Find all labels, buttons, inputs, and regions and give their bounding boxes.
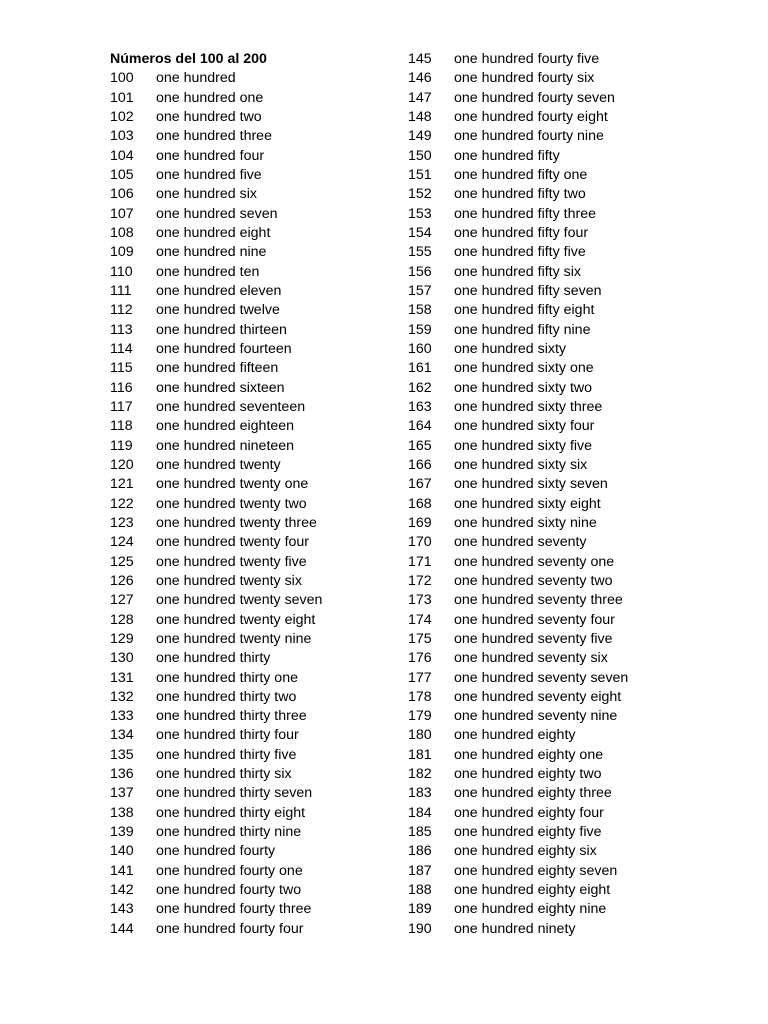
number-words: one hundred eighteen (156, 418, 295, 435)
number-words: one hundred fifty nine (454, 321, 591, 338)
number-words: one hundred thirty two (156, 688, 297, 705)
number-words: one hundred twelve (156, 302, 280, 319)
number-words: one hundred nine (156, 244, 267, 261)
number-words: one hundred sixty (454, 340, 566, 357)
number-words: one hundred seventy nine (454, 708, 618, 725)
number-words: one hundred eighty four (454, 804, 604, 821)
number-value: 131 (110, 669, 134, 686)
number-value: 114 (110, 340, 133, 357)
number-row (110, 649, 322, 668)
number-value: 126 (110, 572, 134, 589)
number-words: one hundred sixty eight (454, 495, 601, 512)
number-words: one hundred seventy one (454, 553, 615, 570)
number-value: 169 (408, 514, 432, 531)
number-value: 116 (110, 379, 133, 396)
number-words: one hundred twenty five (156, 553, 307, 570)
number-value: 166 (408, 456, 432, 473)
number-words: one hundred seventy three (454, 592, 623, 609)
number-words: one hundred sixty seven (454, 476, 608, 493)
document-title: Números del 100 al 200 (110, 51, 267, 67)
number-value: 125 (110, 553, 134, 570)
number-row (110, 263, 322, 282)
number-words: one hundred fourty six (454, 70, 595, 87)
number-row (408, 920, 628, 939)
number-value: 189 (408, 901, 432, 918)
number-row (408, 649, 628, 668)
number-row (408, 185, 628, 204)
number-row (110, 301, 322, 320)
number-words: one hundred sixty five (454, 437, 593, 454)
number-value: 103 (110, 128, 134, 145)
number-row (110, 823, 322, 842)
number-words: one hundred eighty six (454, 843, 597, 860)
number-words: one hundred eighty one (454, 746, 604, 763)
number-row (110, 321, 322, 340)
number-row (110, 591, 322, 610)
number-words: one hundred fifty four (454, 224, 589, 241)
number-value: 124 (110, 534, 134, 551)
number-value: 101 (110, 89, 134, 106)
number-words: one hundred twenty two (156, 495, 307, 512)
number-words: one hundred four (156, 147, 265, 164)
number-value: 171 (408, 553, 432, 570)
number-value: 147 (408, 89, 432, 106)
number-words: one hundred thirty one (156, 669, 298, 686)
number-value: 135 (110, 746, 134, 763)
number-value: 156 (408, 263, 432, 280)
number-row (408, 495, 628, 514)
number-row (408, 321, 628, 340)
number-row (110, 379, 322, 398)
number-row (110, 282, 322, 301)
left-column (110, 50, 322, 939)
number-value: 129 (110, 630, 134, 647)
number-words: one hundred twenty nine (156, 630, 312, 647)
number-row (408, 591, 628, 610)
number-words: one hundred twenty eight (156, 611, 316, 628)
number-words: one hundred ninety (454, 920, 576, 937)
number-value: 177 (408, 669, 432, 686)
number-words: one hundred fifty seven (454, 282, 602, 299)
number-value: 155 (408, 244, 432, 261)
number-row (110, 726, 322, 745)
number-row (408, 243, 628, 262)
number-value: 146 (408, 70, 432, 87)
number-row (408, 205, 628, 224)
number-row (110, 765, 322, 784)
number-words: one hundred eighty (454, 727, 576, 744)
number-value: 128 (110, 611, 134, 628)
number-value: 159 (408, 321, 432, 338)
number-words: one hundred seventy six (454, 650, 608, 667)
number-value: 151 (408, 166, 432, 183)
number-value: 119 (110, 437, 133, 454)
number-value: 109 (110, 244, 134, 261)
number-words: one hundred fifty two (454, 186, 586, 203)
number-row (408, 263, 628, 282)
number-words: one hundred fourty eight (454, 108, 608, 125)
number-words: one hundred sixteen (156, 379, 285, 396)
number-value: 144 (110, 920, 134, 937)
number-words: one hundred twenty (156, 456, 281, 473)
number-words: one hundred eighty two (454, 766, 602, 783)
number-value: 132 (110, 688, 134, 705)
number-words: one hundred seventy five (454, 630, 613, 647)
number-value: 167 (408, 476, 432, 493)
number-row (110, 669, 322, 688)
number-row (408, 340, 628, 359)
number-row (408, 823, 628, 842)
number-value: 149 (408, 128, 432, 145)
number-words: one hundred fifty five (454, 244, 586, 261)
number-row (408, 726, 628, 745)
number-row (408, 765, 628, 784)
number-row (110, 553, 322, 572)
number-words: one hundred ten (156, 263, 260, 280)
number-value: 161 (408, 360, 432, 377)
number-row (408, 127, 628, 146)
number-value: 152 (408, 186, 432, 203)
number-row (110, 495, 322, 514)
number-words: one hundred fifty three (454, 205, 596, 222)
number-value: 172 (408, 572, 432, 589)
number-value: 150 (408, 147, 432, 164)
number-words: one hundred seventy eight (454, 688, 622, 705)
number-row (408, 746, 628, 765)
number-words: one hundred eighty seven (454, 862, 618, 879)
number-row (408, 553, 628, 572)
number-row (110, 920, 322, 939)
number-words: one hundred fifty six (454, 263, 581, 280)
number-value: 104 (110, 147, 134, 164)
number-value: 102 (110, 108, 134, 125)
number-row (110, 147, 322, 166)
number-words: one hundred fourty nine (454, 128, 604, 145)
number-value: 187 (408, 862, 432, 879)
number-value: 176 (408, 650, 432, 667)
number-value: 185 (408, 824, 432, 841)
number-value: 130 (110, 650, 134, 667)
number-value: 164 (408, 418, 432, 435)
number-words: one hundred eighty five (454, 824, 602, 841)
number-row (408, 533, 628, 552)
number-value: 100 (110, 70, 134, 87)
right-column (408, 50, 628, 939)
number-row (110, 881, 322, 900)
number-value: 148 (408, 108, 432, 125)
number-words: one hundred fourty seven (454, 89, 615, 106)
number-words: one hundred fourty four (156, 920, 304, 937)
number-row (110, 127, 322, 146)
number-value: 133 (110, 708, 134, 725)
number-row (408, 301, 628, 320)
number-row (110, 842, 322, 861)
number-value: 186 (408, 843, 432, 860)
number-row (110, 572, 322, 591)
number-row (408, 688, 628, 707)
number-row (408, 611, 628, 630)
number-row (110, 862, 322, 881)
number-words: one hundred fourty five (454, 51, 600, 67)
number-row (408, 437, 628, 456)
number-row (110, 746, 322, 765)
number-row (110, 611, 322, 630)
number-row (408, 707, 628, 726)
number-value: 108 (110, 224, 134, 241)
number-words: one hundred seventy two (454, 572, 613, 589)
number-words: one hundred sixty one (454, 360, 594, 377)
number-row (110, 69, 322, 88)
number-words: one hundred sixty six (454, 456, 588, 473)
number-row (408, 514, 628, 533)
number-row (408, 881, 628, 900)
number-row (110, 108, 322, 127)
number-words: one hundred eleven (156, 282, 282, 299)
number-words: one hundred twenty one (156, 476, 309, 493)
number-value: 106 (110, 186, 134, 203)
number-value: 165 (408, 437, 432, 454)
number-words: one hundred thirty four (156, 727, 299, 744)
number-words: one hundred five (156, 166, 262, 183)
number-row (110, 359, 322, 378)
number-words: one hundred seven (156, 205, 278, 222)
number-row (110, 804, 322, 823)
number-value: 170 (408, 534, 432, 551)
number-value: 139 (110, 824, 134, 841)
number-value: 134 (110, 727, 134, 744)
number-value: 110 (110, 263, 133, 280)
number-value: 163 (408, 398, 432, 415)
number-value: 190 (408, 920, 432, 937)
number-words: one hundred sixty two (454, 379, 593, 396)
number-words: one hundred thirty nine (156, 824, 302, 841)
number-row (408, 475, 628, 494)
number-row (110, 707, 322, 726)
number-value: 154 (408, 224, 432, 241)
number-words: one hundred eighty three (454, 785, 612, 802)
number-row (110, 398, 322, 417)
number-value: 182 (408, 766, 432, 783)
number-row (408, 572, 628, 591)
number-value: 168 (408, 495, 432, 512)
number-value: 175 (408, 630, 432, 647)
number-words: one hundred fourty two (156, 882, 302, 899)
number-value: 121 (110, 476, 134, 493)
number-words: one hundred thirty (156, 650, 271, 667)
number-value: 142 (110, 882, 134, 899)
number-words: one hundred fourty (156, 843, 276, 860)
number-row (110, 514, 322, 533)
number-value: 117 (110, 398, 133, 415)
number-row (110, 437, 322, 456)
number-words: one hundred thirty seven (156, 785, 313, 802)
number-value: 111 (110, 282, 132, 299)
number-words: one hundred fifteen (156, 360, 279, 377)
number-words: one hundred fifty eight (454, 302, 595, 319)
number-value: 138 (110, 804, 134, 821)
number-value: 122 (110, 495, 134, 512)
number-words: one hundred sixty nine (454, 514, 597, 531)
number-words: one hundred thirty five (156, 746, 297, 763)
number-row (408, 224, 628, 243)
number-value: 158 (408, 302, 432, 319)
number-row (110, 475, 322, 494)
number-row (408, 900, 628, 919)
number-words: one hundred eighty eight (454, 882, 611, 899)
number-row (110, 185, 322, 204)
number-value: 141 (110, 862, 134, 879)
number-words: one hundred thirty six (156, 766, 292, 783)
number-words: one hundred thirteen (156, 321, 287, 338)
number-row (110, 417, 322, 436)
number-row (408, 669, 628, 688)
number-row (408, 862, 628, 881)
number-row (110, 89, 322, 108)
number-words: one hundred seventy four (454, 611, 615, 628)
number-row (110, 900, 322, 919)
number-value: 160 (408, 340, 432, 357)
number-words: one hundred three (156, 128, 272, 145)
number-value: 115 (110, 360, 133, 377)
number-words: one hundred twenty three (156, 514, 317, 531)
number-words: one hundred sixty four (454, 418, 595, 435)
number-row (408, 282, 628, 301)
number-value: 188 (408, 882, 432, 899)
number-row (110, 224, 322, 243)
number-row (408, 50, 628, 69)
number-row (408, 147, 628, 166)
number-row (110, 166, 322, 185)
number-value: 162 (408, 379, 432, 396)
number-words: one hundred eighty nine (454, 901, 607, 918)
number-row (110, 630, 322, 649)
number-value: 136 (110, 766, 134, 783)
number-value: 181 (408, 746, 432, 763)
number-row (110, 784, 322, 803)
number-row (408, 417, 628, 436)
number-words: one hundred fourty three (156, 901, 312, 918)
number-value: 105 (110, 166, 134, 183)
number-words: one hundred (156, 70, 236, 87)
number-row (408, 398, 628, 417)
number-words: one hundred fifty (454, 147, 560, 164)
number-value: 118 (110, 418, 133, 435)
number-value: 127 (110, 592, 134, 609)
number-value: 143 (110, 901, 134, 918)
number-words: one hundred eight (156, 224, 271, 241)
number-words: one hundred fourteen (156, 340, 292, 357)
number-row (110, 533, 322, 552)
number-value: 140 (110, 843, 134, 860)
number-value: 137 (110, 785, 134, 802)
number-row (408, 108, 628, 127)
number-value: 174 (408, 611, 432, 628)
number-value: 153 (408, 205, 432, 222)
number-row (408, 456, 628, 475)
number-words: one hundred seventeen (156, 398, 306, 415)
number-words: one hundred twenty six (156, 572, 302, 589)
number-value: 107 (110, 205, 134, 222)
number-words: one hundred nineteen (156, 437, 295, 454)
number-value: 179 (408, 708, 432, 725)
number-value: 178 (408, 688, 432, 705)
number-words: one hundred one (156, 89, 264, 106)
number-value: 113 (110, 321, 133, 338)
number-words: one hundred fourty one (156, 862, 303, 879)
number-value: 145 (408, 51, 432, 67)
number-value: 120 (110, 456, 134, 473)
number-words: one hundred two (156, 108, 262, 125)
number-value: 157 (408, 282, 432, 299)
number-row (408, 804, 628, 823)
number-value: 184 (408, 804, 432, 821)
number-words: one hundred six (156, 186, 257, 203)
number-row (408, 842, 628, 861)
number-row (408, 69, 628, 88)
number-words: one hundred sixty three (454, 398, 603, 415)
number-row (110, 340, 322, 359)
number-row (110, 688, 322, 707)
number-words: one hundred fifty one (454, 166, 588, 183)
number-value: 180 (408, 727, 432, 744)
number-value: 183 (408, 785, 432, 802)
number-row (408, 784, 628, 803)
number-row (408, 359, 628, 378)
number-row (408, 379, 628, 398)
number-words: one hundred twenty seven (156, 592, 323, 609)
number-words: one hundred seventy (454, 534, 587, 551)
number-row (408, 89, 628, 108)
number-row (110, 456, 322, 475)
number-row (408, 630, 628, 649)
number-value: 123 (110, 514, 134, 531)
number-words: one hundred thirty three (156, 708, 307, 725)
number-value: 112 (110, 302, 133, 319)
number-value: 173 (408, 592, 432, 609)
number-words: one hundred seventy seven (454, 669, 629, 686)
number-row (110, 205, 322, 224)
number-row (110, 243, 322, 262)
number-words: one hundred thirty eight (156, 804, 306, 821)
number-words: one hundred twenty four (156, 534, 310, 551)
number-row (408, 166, 628, 185)
